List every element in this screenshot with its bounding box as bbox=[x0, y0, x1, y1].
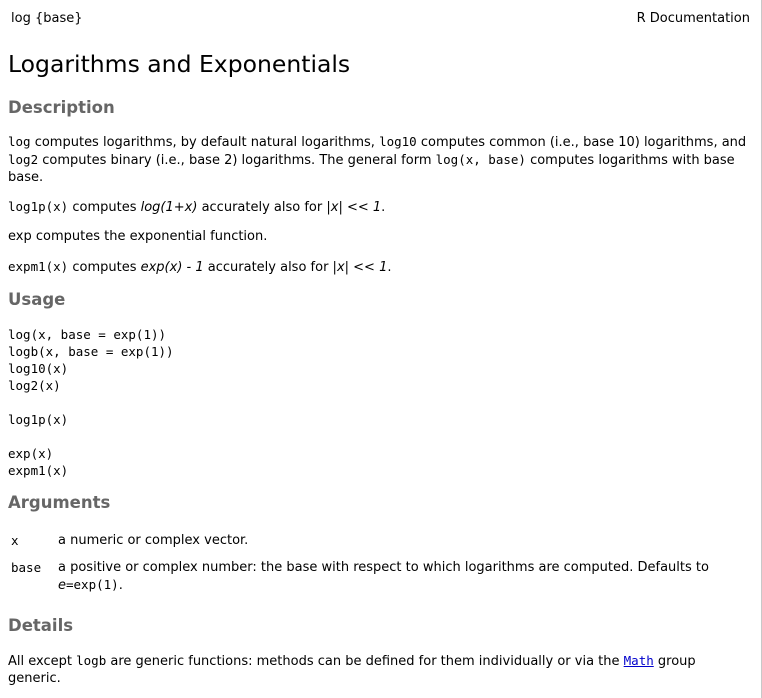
details-heading: Details bbox=[8, 616, 74, 635]
description-heading: Description bbox=[8, 98, 115, 117]
code-expm1: expm1(x) bbox=[8, 259, 69, 274]
usage-line: log(x, base = exp(1)) bbox=[8, 327, 167, 342]
usage-line: logb(x, base = exp(1)) bbox=[8, 344, 174, 359]
package-label: log {base} bbox=[11, 11, 83, 26]
r-documentation-label: R Documentation bbox=[636, 11, 750, 26]
page-title: Logarithms and Exponentials bbox=[8, 50, 351, 78]
usage-line: log1p(x) bbox=[8, 412, 69, 427]
math-link[interactable]: Math bbox=[623, 653, 654, 668]
usage-line: expm1(x) bbox=[8, 463, 69, 478]
usage-heading: Usage bbox=[8, 290, 66, 309]
code-log10: log10 bbox=[379, 134, 417, 149]
usage-line: log2(x) bbox=[8, 378, 61, 393]
doc-header bbox=[11, 11, 750, 27]
code-log-x-base: log(x, base) bbox=[435, 152, 526, 167]
description-paragraph-2: log1p(x) computes log(1+x) accurately also for |x| << 1. bbox=[8, 199, 386, 215]
usage-line: log10(x) bbox=[8, 361, 69, 376]
argument-desc-x: a numeric or complex vector. bbox=[58, 533, 249, 548]
arguments-heading: Arguments bbox=[8, 493, 111, 512]
code-log1p: log1p(x) bbox=[8, 199, 69, 214]
argument-name-x: x bbox=[11, 533, 19, 548]
description-paragraph-1: log computes logarithms, by default natural logarithms, log10 computes common (i.e., base 10) logarithms, and log2 computes binary (i.e., base 2) logarithms. The general form log(x, base) computes logarithms with base base. bbox=[8, 134, 747, 185]
argument-name-base: base bbox=[11, 560, 42, 575]
argument-desc-base: a positive or complex number: the base with respect to which logarithms are computed. Defaults to e=exp(1). bbox=[58, 560, 709, 593]
description-paragraph-4: expm1(x) computes exp(x) - 1 accurately also for |x| << 1. bbox=[8, 259, 392, 275]
usage-line: exp(x) bbox=[8, 446, 54, 461]
code-logb: logb bbox=[76, 653, 107, 668]
details-paragraph: All except logb are generic functions: methods can be defined for them individually or via the Math group generic. bbox=[8, 653, 696, 686]
code-log2: log2 bbox=[8, 152, 39, 167]
code-exp1: =exp(1) bbox=[66, 577, 119, 592]
description-paragraph-3: exp computes the exponential function. bbox=[8, 229, 268, 244]
code-log: log bbox=[8, 134, 31, 149]
